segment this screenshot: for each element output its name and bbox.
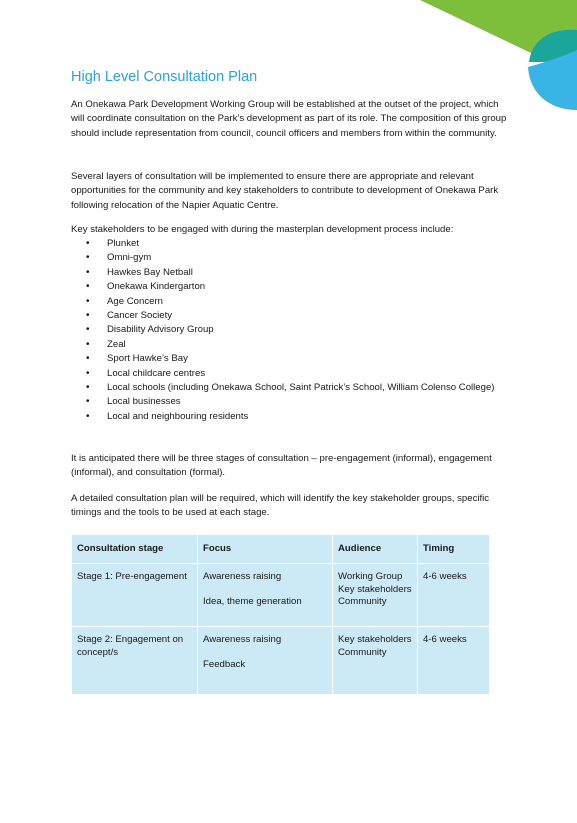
list-item: • Plunket (71, 237, 511, 251)
list-item: • Cancer Society (71, 309, 511, 323)
audience-item: Community (338, 646, 387, 658)
teal-leaf (529, 30, 577, 62)
column-header-timing: Timing (418, 535, 490, 564)
page-title: High Level Consultation Plan (71, 69, 258, 85)
green-swoosh (420, 0, 577, 75)
column-header-stage: Consultation stage (72, 535, 198, 564)
stakeholder-list (71, 237, 511, 424)
focus-cell (198, 627, 333, 695)
stage-cell: Stage 2: Engagement on concept/s (72, 627, 198, 695)
blue-drop (528, 50, 577, 110)
list-item: • Omni-gym (71, 251, 511, 265)
list-item: • Hawkes Bay Netball (71, 266, 511, 280)
table-header-row (72, 535, 490, 564)
stage-cell: Stage 1: Pre-engagement (72, 564, 198, 627)
focus-item: Feedback (203, 658, 246, 670)
list-item: • Local childcare centres (71, 367, 511, 381)
audience-cell (333, 627, 418, 695)
list-item: • Age Concern (71, 295, 511, 309)
plan-paragraph: A detailed consultation plan will be required, which will identify the key stakeholder groups, specific timings and the tools to be used at each stage. (71, 493, 490, 519)
timing-cell: 4-6 weeks (418, 564, 490, 627)
audience-item: Working Group (338, 571, 403, 582)
list-item: • Zeal (71, 338, 511, 352)
column-header-audience: Audience (333, 535, 418, 564)
list-item: • Onekawa Kindergarton (71, 280, 511, 294)
focus-cell (198, 564, 333, 627)
focus-item: Awareness raising (203, 634, 282, 645)
consultation-table (71, 534, 490, 695)
list-item: • Disability Advisory Group (71, 323, 511, 337)
audience-cell (333, 564, 418, 627)
column-header-focus: Focus (198, 535, 333, 564)
table-row (72, 564, 490, 627)
stakeholders-intro: Key stakeholders to be engaged with during the masterplan development process include: (71, 224, 454, 235)
list-item: • Sport Hawke’s Bay (71, 352, 511, 366)
focus-item: Awareness raising (203, 571, 282, 582)
timing-cell: 4-6 weeks (418, 627, 490, 695)
table-row (72, 627, 490, 695)
list-item: • Local businesses (71, 395, 511, 409)
audience-item: Key stakeholders (338, 583, 412, 595)
intro-paragraph: An Onekawa Park Development Working Group will be established at the outset of the project, which will coordinate consultation on the Park’s development as part of its role. The composition of this group should include representation from council, council officers and members from within the community. (71, 99, 507, 139)
audience-item: Community (338, 596, 387, 607)
list-item: • Local and neighbouring residents (71, 410, 511, 424)
audience-item: Key stakeholders (338, 634, 412, 645)
stages-paragraph: It is anticipated there will be three stages of consultation – pre-engagement (informal), engagement (informal), and consultation (formal). (71, 453, 492, 479)
list-item: • Local schools (including Onekawa School, Saint Patrick’s School, William Colenso College) (71, 381, 511, 395)
consultation-layers-paragraph: Several layers of consultation will be implemented to ensure there are appropriate and relevant opportunities for the community and key stakeholders to contribute to development of Onekawa Park following relocation of the Napier Aquatic Centre. (71, 171, 499, 211)
focus-item: Idea, theme generation (203, 595, 302, 607)
